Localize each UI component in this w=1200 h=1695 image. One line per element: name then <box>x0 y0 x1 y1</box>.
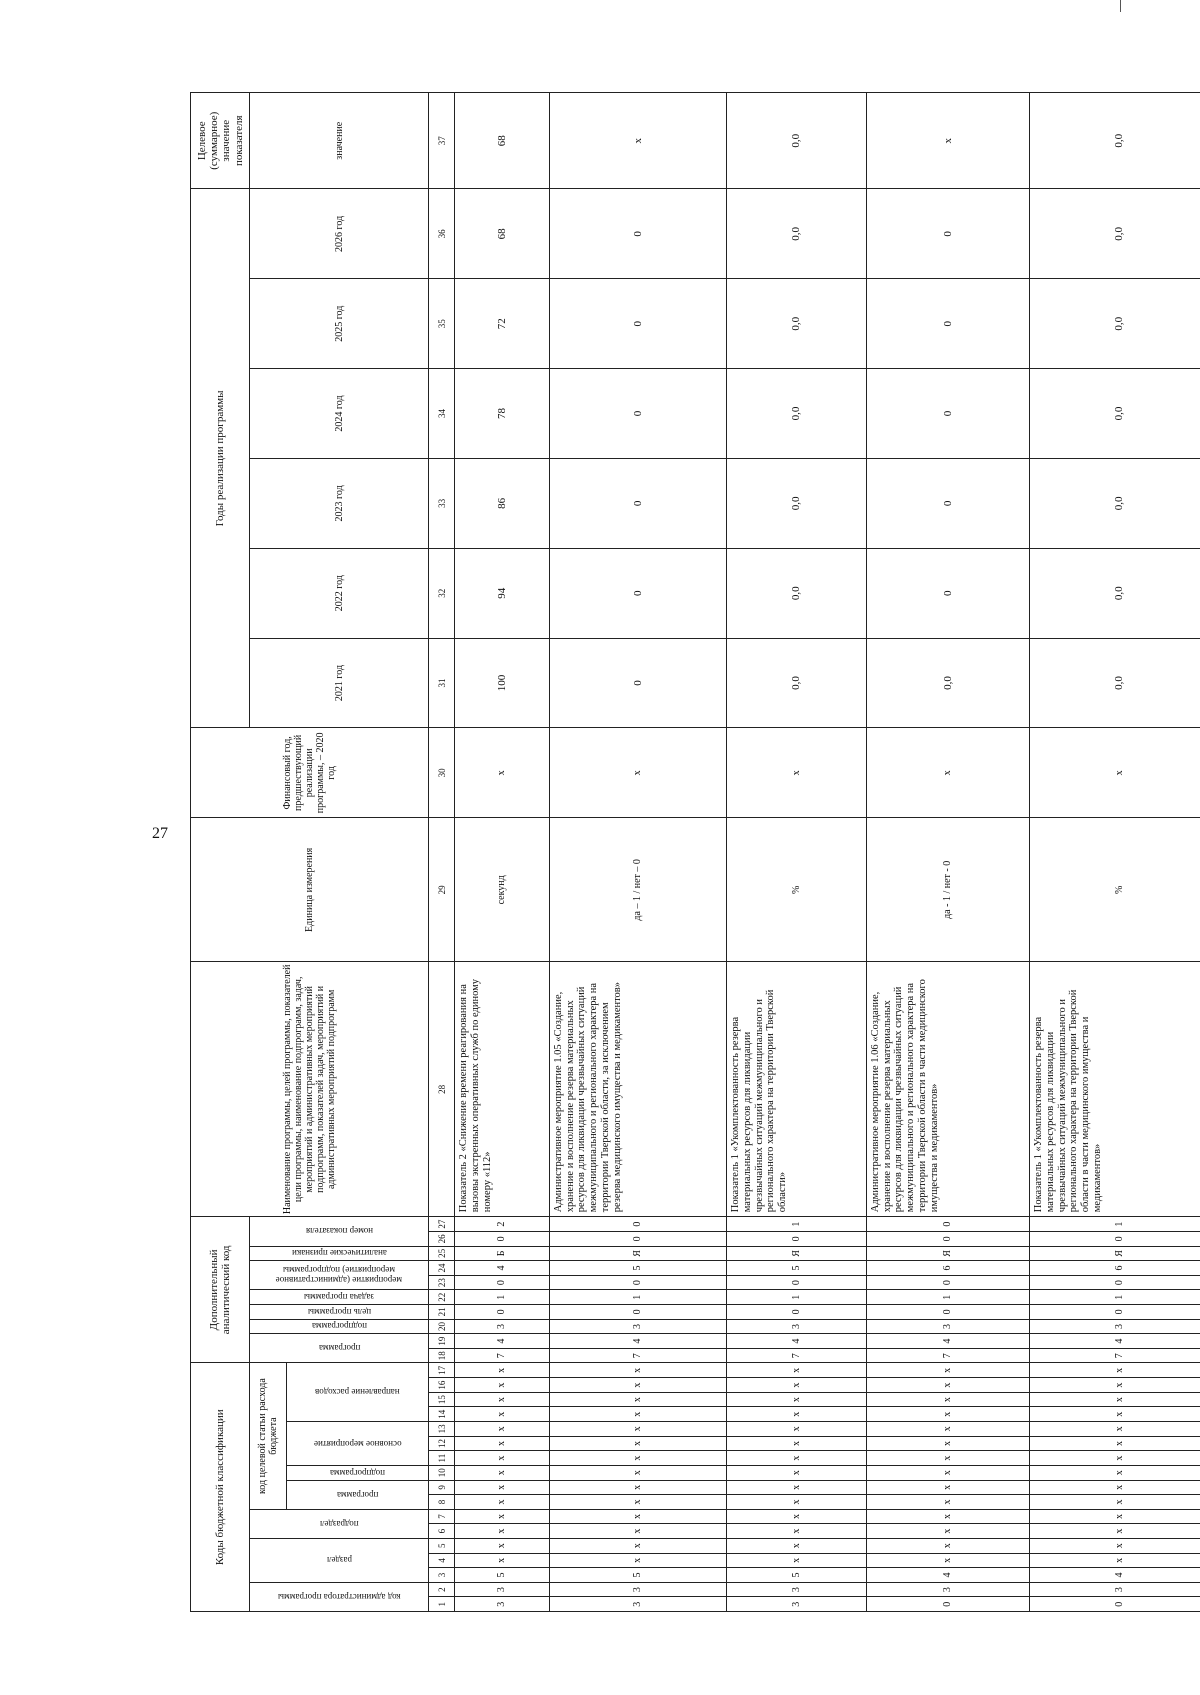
column-number: 6 <box>429 1524 455 1539</box>
code-cell: 4 <box>455 1334 550 1349</box>
code-cell: 3 <box>727 1597 867 1612</box>
row-target: х <box>549 93 726 189</box>
code-cell: х <box>455 1538 550 1553</box>
row-prev-year: х <box>727 728 867 818</box>
column-number: 3 <box>429 1568 455 1583</box>
code-cell: х <box>727 1378 867 1393</box>
row-value: 0 <box>866 548 1029 638</box>
code-cell: 0 <box>455 1305 550 1320</box>
code-cell: х <box>866 1553 1029 1568</box>
row-value: 0,0 <box>727 279 867 369</box>
code-cell: 1 <box>866 1290 1029 1305</box>
code-cell: 3 <box>727 1319 867 1334</box>
row-value: 0,0 <box>1030 638 1200 728</box>
expense-direction-header: направление расходов <box>315 1387 400 1398</box>
row-unit: да – 1 / нет – 0 <box>549 818 726 962</box>
code-cell: 0 <box>549 1232 726 1247</box>
code-cell: х <box>866 1538 1029 1553</box>
code-cell: х <box>549 1509 726 1524</box>
code-cell: 7 <box>549 1348 726 1363</box>
rotated-table-container <box>190 92 1200 1612</box>
code-cell: 4 <box>1030 1568 1200 1583</box>
code-cell: 0 <box>727 1232 867 1247</box>
code-cell: 5 <box>727 1568 867 1583</box>
code-cell: 2 <box>455 1217 550 1232</box>
code-cell: 0 <box>455 1275 550 1290</box>
code-cell: 0 <box>866 1232 1029 1247</box>
code-cell: 3 <box>455 1582 550 1597</box>
code-cell: 0 <box>455 1232 550 1247</box>
code-cell: х <box>1030 1392 1200 1407</box>
code-cell: х <box>549 1436 726 1451</box>
code-cell: х <box>549 1553 726 1568</box>
section-header: раздел <box>326 1555 352 1566</box>
column-number: 17 <box>429 1363 455 1378</box>
column-number: 36 <box>429 189 455 279</box>
year-header-4: 2024 год <box>250 369 429 459</box>
value-header: значение <box>250 93 429 189</box>
program-goal-header: цель программы <box>307 1306 371 1317</box>
code-cell: х <box>866 1480 1029 1495</box>
code-cell: х <box>866 1378 1029 1393</box>
row-name: Показатель 1 «Укомплектованность резерва материальных ресурсов для ликвидации чрезвычайных ситуаций межмуниципального и регионального характера на территории Тверской области» <box>727 962 867 1217</box>
code-cell: Б <box>455 1246 550 1261</box>
column-number: 28 <box>429 962 455 1217</box>
code-cell: х <box>549 1524 726 1539</box>
code-cell: х <box>549 1465 726 1480</box>
row-value: 78 <box>455 369 550 459</box>
year-header-3: 2023 год <box>250 458 429 548</box>
add-program-header: программа <box>318 1343 360 1354</box>
code-cell: х <box>549 1480 726 1495</box>
code-cell: Я <box>866 1246 1029 1261</box>
code-cell: 0 <box>866 1275 1029 1290</box>
code-cell: х <box>455 1465 550 1480</box>
code-cell: 0 <box>1030 1232 1200 1247</box>
row-value: 0,0 <box>727 189 867 279</box>
code-cell: 4 <box>866 1334 1029 1349</box>
code-cell: х <box>1030 1436 1200 1451</box>
code-cell: х <box>866 1422 1029 1437</box>
code-cell: х <box>455 1363 550 1378</box>
name-column-header: Наименование программы, целей программы, показателей цели программы, наименование подпрограмм, задач, мероприятий и административных мероприятий подпрограмм, показателей задач, мероприятий и административных мероприятий подпрограмм <box>191 962 429 1217</box>
code-cell: х <box>1030 1495 1200 1510</box>
analytic-signs-header: аналитические признаки <box>291 1248 387 1259</box>
code-cell: х <box>455 1509 550 1524</box>
code-cell: 0 <box>1030 1597 1200 1612</box>
code-cell: х <box>549 1451 726 1466</box>
table-row <box>866 93 1029 1612</box>
code-cell: х <box>727 1538 867 1553</box>
row-value: 100 <box>455 638 550 728</box>
column-number: 16 <box>429 1378 455 1393</box>
code-cell: 1 <box>1030 1217 1200 1232</box>
column-number: 11 <box>429 1451 455 1466</box>
column-number: 12 <box>429 1436 455 1451</box>
code-cell: 3 <box>549 1597 726 1612</box>
code-cell: 5 <box>549 1261 726 1276</box>
column-number: 21 <box>429 1305 455 1320</box>
code-cell: 1 <box>727 1290 867 1305</box>
row-value: 0 <box>549 279 726 369</box>
code-cell: х <box>549 1407 726 1422</box>
code-cell: 5 <box>727 1261 867 1276</box>
code-cell: 0 <box>866 1597 1029 1612</box>
row-prev-year: х <box>1030 728 1200 818</box>
code-cell: 3 <box>727 1582 867 1597</box>
page-number: 27 <box>152 825 168 842</box>
code-cell: 3 <box>1030 1582 1200 1597</box>
code-cell: 0 <box>549 1217 726 1232</box>
code-cell: х <box>866 1436 1029 1451</box>
code-cell: х <box>455 1524 550 1539</box>
row-prev-year: х <box>549 728 726 818</box>
row-target: 0,0 <box>1030 93 1200 189</box>
row-name: Административное мероприятие 1.05 «Создание, хранение и восполнение резерва материальных ресурсов для ликвидации чрезвычайных ситуаций межмуниципального и регионального характера на территории Тверской области, за исключением резерва медицинского имущества и медикаментов» <box>549 962 726 1217</box>
column-number: 33 <box>429 458 455 548</box>
code-cell: х <box>1030 1363 1200 1378</box>
code-cell: 1 <box>455 1290 550 1305</box>
target-group-header: Целевое (суммарное) значение показателя <box>191 93 250 189</box>
code-cell: х <box>1030 1407 1200 1422</box>
code-cell: х <box>727 1509 867 1524</box>
code-cell: х <box>549 1392 726 1407</box>
row-unit: да - 1 / нет - 0 <box>866 818 1029 962</box>
row-name: Административное мероприятие 1.06 «Создание, хранение и восполнение резерва материальных ресурсов для ликвидации чрезвычайных ситуаций межмуниципального и регионального характера на территории Тверской области в части медицинского имущества и медикаментов» <box>866 962 1029 1217</box>
row-value: 0,0 <box>1030 458 1200 548</box>
code-cell: х <box>1030 1378 1200 1393</box>
column-number: 9 <box>429 1480 455 1495</box>
program-task-header: задача программы <box>304 1292 375 1303</box>
column-number: 10 <box>429 1465 455 1480</box>
row-value: 72 <box>455 279 550 369</box>
code-cell: 5 <box>549 1568 726 1583</box>
code-cell: х <box>727 1465 867 1480</box>
year-header-2: 2022 год <box>250 548 429 638</box>
row-value: 0,0 <box>866 638 1029 728</box>
code-cell: х <box>727 1553 867 1568</box>
code-cell: х <box>455 1378 550 1393</box>
column-number: 22 <box>429 1290 455 1305</box>
row-value: 68 <box>455 189 550 279</box>
code-cell: 5 <box>455 1568 550 1583</box>
code-cell: х <box>455 1436 550 1451</box>
years-group-header: Годы реализации программы <box>191 189 250 728</box>
code-cell: х <box>866 1509 1029 1524</box>
code-cell: х <box>1030 1451 1200 1466</box>
code-cell: х <box>455 1553 550 1568</box>
row-target: 68 <box>455 93 550 189</box>
column-number: 14 <box>429 1407 455 1422</box>
column-number: 18 <box>429 1348 455 1363</box>
row-value: 0 <box>549 458 726 548</box>
code-cell: х <box>866 1465 1029 1480</box>
row-value: 0 <box>549 189 726 279</box>
code-cell: 0 <box>549 1305 726 1320</box>
code-cell: Я <box>727 1246 867 1261</box>
row-value: 0,0 <box>727 369 867 459</box>
code-cell: Я <box>1030 1246 1200 1261</box>
code-cell: 7 <box>727 1348 867 1363</box>
column-number: 31 <box>429 638 455 728</box>
additional-code-header: Дополнительный аналитический код <box>191 1217 250 1363</box>
code-cell: х <box>455 1422 550 1437</box>
code-cell: х <box>1030 1509 1200 1524</box>
code-cell: 1 <box>727 1217 867 1232</box>
code-cell: х <box>549 1422 726 1437</box>
code-cell: 7 <box>455 1348 550 1363</box>
column-number: 29 <box>429 818 455 962</box>
year-header-6: 2026 год <box>250 189 429 279</box>
row-value: 0,0 <box>727 638 867 728</box>
column-number: 25 <box>429 1246 455 1261</box>
add-subprogram-header: подпрограмма <box>311 1321 367 1332</box>
column-number: 35 <box>429 279 455 369</box>
indicator-table <box>190 92 1200 1612</box>
column-number: 30 <box>429 728 455 818</box>
row-prev-year: х <box>866 728 1029 818</box>
column-number: 26 <box>429 1232 455 1247</box>
column-number: 27 <box>429 1217 455 1232</box>
code-cell: х <box>549 1363 726 1378</box>
code-cell: х <box>1030 1553 1200 1568</box>
column-number: 4 <box>429 1553 455 1568</box>
table-row <box>1030 93 1200 1612</box>
code-cell: х <box>727 1407 867 1422</box>
code-cell: 4 <box>727 1334 867 1349</box>
column-number: 32 <box>429 548 455 638</box>
code-cell: 4 <box>1030 1334 1200 1349</box>
code-cell: х <box>1030 1465 1200 1480</box>
code-cell: х <box>455 1451 550 1466</box>
code-cell: 4 <box>549 1334 726 1349</box>
code-cell: 0 <box>1030 1275 1200 1290</box>
column-numbers-row <box>429 93 455 1612</box>
target-article-header: код целевой статьи расхода бюджета <box>250 1363 286 1509</box>
column-number: 5 <box>429 1538 455 1553</box>
code-cell: х <box>455 1480 550 1495</box>
code-cell: 7 <box>866 1348 1029 1363</box>
code-cell: х <box>866 1407 1029 1422</box>
row-name: Показатель 1 «Укомплектованность резерва материальных ресурсов для ликвидации чрезвычайных ситуаций межмуниципального и регионального характера на территории Тверской области в части медицинского имущества и медикаментов» <box>1030 962 1200 1217</box>
code-cell: 3 <box>455 1597 550 1612</box>
code-cell: х <box>727 1436 867 1451</box>
code-cell: х <box>866 1363 1029 1378</box>
code-cell: 1 <box>549 1290 726 1305</box>
code-cell: х <box>866 1451 1029 1466</box>
table-row <box>727 93 867 1612</box>
row-name: Показатель 2 «Снижение времени реагирования на вызовы экстренных оперативных служб по единому номеру «112» <box>455 962 550 1217</box>
row-unit: % <box>727 818 867 962</box>
code-cell: 0 <box>866 1305 1029 1320</box>
unit-column-header: Единица измерения <box>191 818 429 962</box>
code-cell: х <box>549 1378 726 1393</box>
column-number: 20 <box>429 1319 455 1334</box>
code-cell: х <box>1030 1480 1200 1495</box>
row-value: 86 <box>455 458 550 548</box>
column-number: 15 <box>429 1392 455 1407</box>
row-unit: секунд <box>455 818 550 962</box>
code-cell: 6 <box>1030 1261 1200 1276</box>
code-cell: х <box>727 1480 867 1495</box>
code-cell: 0 <box>549 1275 726 1290</box>
code-cell: 3 <box>549 1582 726 1597</box>
column-number: 1 <box>429 1597 455 1612</box>
column-number: 19 <box>429 1334 455 1349</box>
row-value: 0 <box>549 638 726 728</box>
indicator-number-header: номер показателя <box>305 1226 373 1237</box>
code-cell: х <box>727 1392 867 1407</box>
column-number: 8 <box>429 1495 455 1510</box>
admin-code-header: код администратора программы <box>278 1591 401 1602</box>
row-value: 0,0 <box>1030 279 1200 369</box>
row-value: 0,0 <box>727 548 867 638</box>
code-cell: 1 <box>1030 1290 1200 1305</box>
column-number: 24 <box>429 1261 455 1276</box>
row-value: 0,0 <box>1030 369 1200 459</box>
code-cell: 3 <box>866 1582 1029 1597</box>
code-cell: 0 <box>727 1305 867 1320</box>
row-target: х <box>866 93 1029 189</box>
code-cell: 4 <box>455 1261 550 1276</box>
row-value: 0,0 <box>727 458 867 548</box>
column-number: 37 <box>429 93 455 189</box>
code-cell: х <box>866 1495 1029 1510</box>
code-cell: Я <box>549 1246 726 1261</box>
code-cell: х <box>1030 1422 1200 1437</box>
code-cell: х <box>727 1495 867 1510</box>
main-event-header: основное мероприятие <box>313 1438 402 1449</box>
code-cell: х <box>549 1538 726 1553</box>
code-cell: 3 <box>455 1319 550 1334</box>
column-number: 13 <box>429 1422 455 1437</box>
row-value: 0,0 <box>1030 189 1200 279</box>
budget-codes-header: Коды бюджетной классификации <box>191 1363 250 1612</box>
column-number: 34 <box>429 369 455 459</box>
code-cell: 3 <box>1030 1319 1200 1334</box>
code-cell: х <box>727 1451 867 1466</box>
subsection-header: подраздел <box>319 1518 359 1529</box>
code-cell: х <box>866 1524 1029 1539</box>
program-code-header: программа <box>336 1489 379 1500</box>
crop-mark <box>1120 0 1121 12</box>
row-value: 0 <box>866 189 1029 279</box>
code-cell: х <box>727 1363 867 1378</box>
code-cell: х <box>455 1407 550 1422</box>
column-number: 7 <box>429 1509 455 1524</box>
column-number: 23 <box>429 1275 455 1290</box>
code-cell: 7 <box>1030 1348 1200 1363</box>
code-cell: х <box>1030 1538 1200 1553</box>
admin-event-header: мероприятие (административное мероприятие) подпрограммы <box>276 1265 403 1286</box>
code-cell: 6 <box>866 1261 1029 1276</box>
row-prev-year: х <box>455 728 550 818</box>
year-header-1: 2021 год <box>250 638 429 728</box>
prev-year-column-header: Финансовый год, предшествующий реализации программы, – 2020 год <box>191 728 429 818</box>
table-row <box>455 93 550 1612</box>
row-value: 0 <box>549 369 726 459</box>
code-cell: х <box>866 1392 1029 1407</box>
row-value: 94 <box>455 548 550 638</box>
code-cell: 3 <box>866 1319 1029 1334</box>
table-row <box>549 93 726 1612</box>
row-value: 0 <box>866 369 1029 459</box>
code-cell: х <box>455 1392 550 1407</box>
row-target: 0,0 <box>727 93 867 189</box>
row-unit: % <box>1030 818 1200 962</box>
year-header-5: 2025 год <box>250 279 429 369</box>
subprogram-code-header: подпрограмма <box>329 1467 385 1478</box>
row-value: 0 <box>866 458 1029 548</box>
column-number: 2 <box>429 1582 455 1597</box>
code-cell: х <box>549 1495 726 1510</box>
row-value: 0 <box>549 548 726 638</box>
code-cell: х <box>727 1422 867 1437</box>
code-cell: 0 <box>866 1217 1029 1232</box>
code-cell: х <box>455 1495 550 1510</box>
code-cell: х <box>727 1524 867 1539</box>
code-cell: 3 <box>549 1319 726 1334</box>
row-value: 0 <box>866 279 1029 369</box>
code-cell: 0 <box>1030 1305 1200 1320</box>
code-cell: х <box>1030 1524 1200 1539</box>
row-value: 0,0 <box>1030 548 1200 638</box>
code-cell: 0 <box>727 1275 867 1290</box>
code-cell: 4 <box>866 1568 1029 1583</box>
